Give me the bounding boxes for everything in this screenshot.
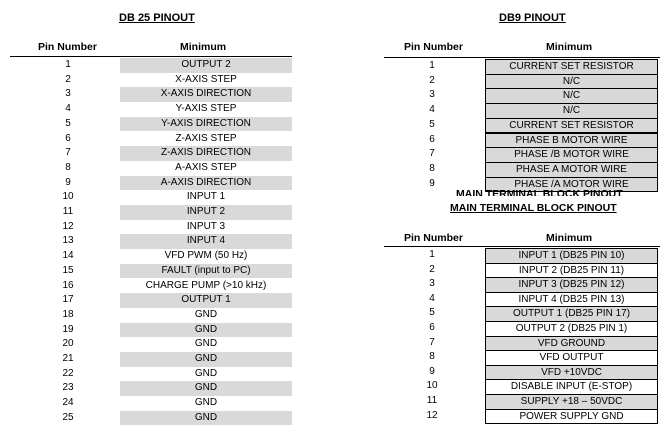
terminal-pin-description: POWER SUPPLY GND [485, 409, 658, 425]
terminal-row [0, 365, 672, 380]
terminal-pin-description: VFD GROUND [485, 336, 658, 352]
db25-pin-description: GND [194, 367, 218, 379]
db9-row [0, 162, 672, 177]
terminal-pin-number: 11 [426, 395, 438, 406]
db25-pin-description: INPUT 3 [186, 220, 226, 232]
terminal-pin-description: INPUT 1 (DB25 PIN 10) [485, 248, 658, 264]
db25-pin-number: 21 [62, 353, 74, 364]
db25-pin-number: 13 [62, 235, 74, 247]
db25-pin-number: 23 [62, 382, 74, 394]
db25-pin-number: 8 [65, 161, 71, 173]
terminal-row [0, 306, 672, 321]
db9-pin-number: 3 [429, 89, 435, 101]
terminal-pin-number: 9 [429, 365, 435, 377]
terminal-row [0, 350, 672, 365]
db25-pin-description: INPUT 2 [120, 205, 292, 220]
db25-pin-number: 9 [65, 176, 71, 188]
terminal-col-pin-header: Pin Number [404, 232, 463, 244]
terminal-pin-number: 4 [429, 292, 435, 304]
db9-pin-description: N/C [485, 74, 658, 90]
db25-pin-number: 10 [62, 191, 74, 203]
db9-row [0, 133, 672, 148]
db25-pin-number: 4 [65, 103, 71, 115]
terminal-table [0, 248, 672, 428]
db25-pin-number: 25 [62, 411, 74, 423]
terminal-pin-description: INPUT 3 (DB25 PIN 12) [485, 277, 658, 293]
db25-title: DB 25 PINOUT [119, 12, 195, 24]
db9-pin-number: 7 [429, 148, 435, 160]
terminal-pin-description: INPUT 4 (DB25 PIN 13) [485, 292, 658, 308]
db9-row [0, 147, 672, 162]
terminal-row [0, 336, 672, 351]
terminal-pin-description: VFD OUTPUT [485, 350, 658, 366]
db25-pin-description: OUTPUT 1 [120, 293, 292, 308]
db9-pin-number: 2 [429, 74, 435, 86]
terminal-row [0, 248, 672, 263]
terminal-row [0, 292, 672, 307]
db25-pin-number: 17 [62, 294, 74, 306]
db25-pin-description: VFD PWM (50 Hz) [164, 250, 248, 262]
db9-col-desc-header: Minimum [546, 41, 593, 53]
db9-pin-description: N/C [485, 88, 658, 104]
db25-pin-number: 7 [65, 147, 71, 159]
terminal-pin-number: 3 [429, 278, 435, 290]
db9-pin-description: CURRENT SET RESISTOR [485, 118, 658, 134]
terminal-pin-number: 6 [429, 322, 435, 333]
db25-pin-number: 18 [62, 308, 74, 320]
db25-pin-number: 14 [62, 250, 74, 262]
db25-pin-description: Y-AXIS DIRECTION [120, 117, 292, 132]
db25-pin-description: X-AXIS DIRECTION [120, 87, 292, 102]
terminal-pin-description: DISABLE INPUT (E-STOP) [485, 379, 658, 395]
db9-col-pin-header: Pin Number [404, 41, 463, 53]
db25-pin-description: Y-AXIS STEP [175, 103, 237, 115]
terminal-row [0, 409, 672, 424]
db25-pin-description: INPUT 1 [186, 191, 226, 203]
db25-pin-number: 1 [65, 59, 71, 70]
terminal-pin-description: INPUT 2 (DB25 PIN 11) [485, 263, 658, 279]
db25-pin-description: GND [120, 411, 292, 426]
db9-header-rule [384, 57, 660, 58]
db9-pin-description: N/C [485, 103, 658, 119]
db9-row [0, 74, 672, 89]
db9-pin-description: PHASE /B MOTOR WIRE [485, 147, 658, 163]
db25-pin-description: FAULT (input to PC) [120, 264, 292, 279]
db9-table [0, 59, 672, 194]
terminal-pin-number: 1 [429, 249, 435, 260]
db9-pin-number: 6 [429, 133, 435, 145]
terminal-pin-number: 12 [426, 409, 438, 421]
db25-pin-number: 11 [62, 206, 74, 217]
terminal-header-rule [384, 246, 660, 247]
terminal-row [0, 394, 672, 409]
terminal-pin-description: VFD +10VDC [485, 365, 658, 381]
db25-pin-description: OUTPUT 2 [120, 58, 292, 73]
db9-pin-description: CURRENT SET RESISTOR [485, 59, 658, 75]
db25-pin-number: 12 [62, 220, 74, 232]
terminal-col-desc-header: Minimum [546, 232, 593, 244]
db9-pin-number: 1 [429, 60, 435, 71]
db25-col-pin-header: Pin Number [38, 41, 97, 53]
db9-pin-description: PHASE B MOTOR WIRE [485, 133, 658, 149]
db25-pin-description: GND [194, 338, 218, 350]
db9-row [0, 103, 672, 118]
db25-pin-description: GND [120, 352, 292, 367]
terminal-pin-description: OUTPUT 2 (DB25 PIN 1) [485, 321, 658, 337]
db25-pin-description: CHARGE PUMP (>10 kHz) [145, 279, 267, 291]
db25-pin-number: 19 [62, 323, 74, 335]
db25-pin-description: A-AXIS STEP [175, 161, 237, 173]
db25-pin-number: 15 [62, 264, 74, 276]
db25-pin-number: 16 [62, 279, 74, 291]
db25-pin-number: 22 [62, 367, 74, 379]
db25-pin-description: GND [194, 308, 218, 320]
db25-pin-description: A-AXIS DIRECTION [120, 176, 292, 191]
db25-pin-description: Z-AXIS DIRECTION [120, 146, 292, 161]
db25-pin-description: Z-AXIS STEP [175, 132, 237, 144]
terminal-row [0, 277, 672, 292]
db25-pin-description: INPUT 4 [120, 234, 292, 249]
db25-pin-number: 6 [65, 132, 71, 144]
db9-row [0, 118, 672, 133]
terminal-pin-number: 8 [429, 351, 435, 363]
terminal-row [0, 321, 672, 336]
db9-pin-description: PHASE /A MOTOR WIRE [485, 177, 658, 193]
db25-pin-description: GND [194, 397, 218, 409]
terminal-pin-number: 10 [426, 380, 438, 392]
db25-pin-number: 2 [65, 73, 71, 85]
terminal-row [0, 263, 672, 278]
db25-pin-description: X-AXIS STEP [175, 73, 237, 85]
db9-pin-number: 9 [429, 177, 435, 189]
db9-pin-number: 8 [429, 162, 435, 174]
db9-title: DB9 PINOUT [499, 12, 566, 24]
terminal-pin-description: OUTPUT 1 (DB25 PIN 17) [485, 306, 658, 322]
db25-pin-number: 20 [62, 338, 74, 350]
db25-pin-number: 24 [62, 397, 74, 409]
db9-row [0, 59, 672, 74]
terminal-pin-number: 7 [429, 336, 435, 348]
db9-row [0, 88, 672, 103]
db25-pin-description: GND [120, 323, 292, 338]
terminal-pin-number: 5 [429, 307, 435, 319]
terminal-row [0, 379, 672, 394]
terminal-title: MAIN TERMINAL BLOCK PINOUT [450, 202, 617, 214]
db9-pin-description: PHASE A MOTOR WIRE [485, 162, 658, 178]
terminal-pin-description: SUPPLY +18 – 50VDC [485, 394, 658, 410]
terminal-pin-number: 2 [429, 263, 435, 275]
db25-pin-number: 5 [65, 117, 71, 129]
db9-pin-number: 4 [429, 104, 435, 116]
db25-pin-description: GND [120, 381, 292, 396]
db25-header-rule [10, 56, 292, 57]
db25-col-desc-header: Minimum [180, 41, 227, 53]
terminal-ghost-title: MAIN TERMINAL BLOCK PINOUT [456, 189, 623, 196]
db25-pin-number: 3 [65, 88, 71, 100]
db9-pin-number: 5 [429, 118, 435, 130]
